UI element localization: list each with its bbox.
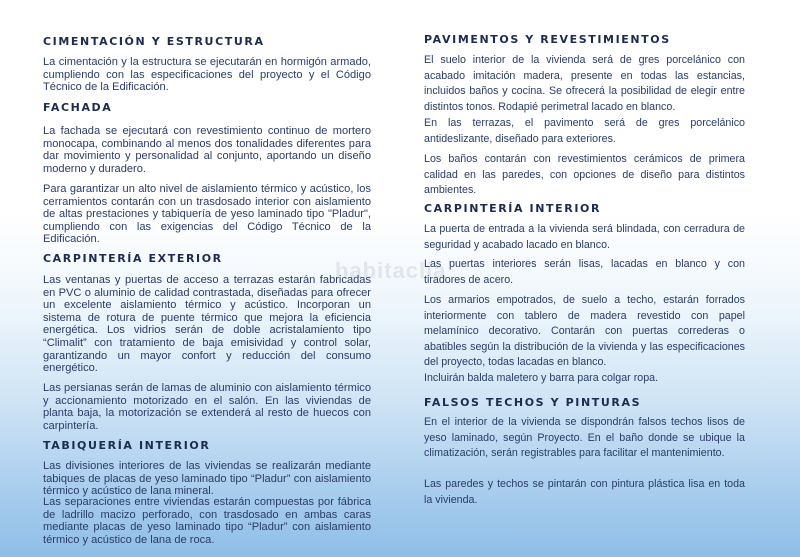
section-title-falsos-techos: FALSOS TECHOS Y PINTURAS <box>424 396 642 409</box>
paragraph-falsos-techos-1: En el interior de la vivienda se dispondrán falsos techos lisos de yeso laminado, según Proyecto. En el baño donde se ubique la climatización, serán registrables para facilitar el mantenimiento. <box>424 416 745 459</box>
section-title-carpinteria-exterior: CARPINTERÍA EXTERIOR <box>43 252 223 265</box>
paragraph-carpinteria-interior-4: Incluirán balda maletero y barra para colgar ropa. <box>424 372 659 384</box>
section-title-tabiqueria: TABIQUERÍA INTERIOR <box>43 439 211 452</box>
section-title-pavimentos: PAVIMENTOS Y REVESTIMIENTOS <box>424 33 671 46</box>
paragraph-carpinteria-exterior-1: Las ventanas y puertas de acceso a terrazas estarán fabricadas en PVC o aluminio de calidad contrastada, diseñadas para ofrecer un excelente aislamiento térmico y acústico. Incorporan un sistema de rotura de puente térmico que mejora la eficiencia energética. Los vidrios serán de doble acristalamiento tipo “Climalit” con tratamiento de baja emisividad y control solar, garantizando un mayor confort y reducción del consumo energético. <box>43 274 371 375</box>
paragraph-tabiqueria-1: Las divisiones interiores de las viviendas se realizarán mediante tabiques de placas de yeso laminado tipo “Pladur” con aislamiento térmico y acústico de lana mineral. <box>43 460 371 498</box>
paragraph-pavimentos-3: Los baños contarán con revestimientos cerámicos de primera calidad en las paredes, con opciones de diseño para distintos ambientes. <box>424 153 745 196</box>
paragraph-pavimentos-1: El suelo interior de la vivienda será de gres porcelánico con acabado imitación madera, presente en todas las estancias, incluidos baños y cocina. Se ofrecerá la posibilidad de elegir entre distintos tonos. Rodapié perimetral lacado en blanco. <box>424 54 745 113</box>
section-title-cimentacion: CIMENTACIÓN Y ESTRUCTURA <box>43 35 265 48</box>
paragraph-fachada-1: La fachada se ejecutará con revestimiento continuo de mortero monocapa, combinando al menos dos tonalidades diferentes para dar movimiento y personalidad al conjunto, aportando un diseño moderno y duradero. <box>43 125 371 175</box>
paragraph-carpinteria-interior-2: Las puertas interiores serán lisas, lacadas en blanco y con tiradores de acero. <box>424 258 745 286</box>
section-title-carpinteria-interior: CARPINTERÍA INTERIOR <box>424 202 602 215</box>
paragraph-tabiqueria-2: Las separaciones entre viviendas estarán compuestas por fábrica de ladrillo macizo perforado, con trasdosado en ambas caras mediante placas de yeso laminado tipo “Pladur” con aislamiento térmico y acústico de lana de roca. <box>43 496 371 546</box>
paragraph-falsos-techos-2: Las paredes y techos se pintarán con pintura plástica lisa en toda la vivienda. <box>424 478 745 506</box>
paragraph-cimentacion: La cimentación y la estructura se ejecutarán en hormigón armado, cumpliendo con las especificaciones del proyecto y el Código Técnico de la Edificación. <box>43 56 371 94</box>
watermark: habitaclia <box>335 258 447 283</box>
paragraph-pavimentos-2: En las terrazas, el pavimento será de gres porcelánico antideslizante, diseñado para exteriores. <box>424 117 745 145</box>
paragraph-carpinteria-interior-3: Los armarios empotrados, de suelo a techo, estarán forrados interiormente con tablero de madera revestido con papel melamínico decorativo. Contarán con puertas correderas o abatibles según la distribución de la vivienda y las especificaciones del proyecto, todas lacadas en blanco. <box>424 294 745 368</box>
paragraph-fachada-2: Para garantizar un alto nivel de aislamiento térmico y acústico, los cerramientos contarán con un trasdosado interior con aislamiento de altas prestaciones y tabiquería de yeso laminado tipo "Pladur", cumpliendo con las exigencias del Código Técnico de la Edificación. <box>43 183 371 246</box>
paragraph-carpinteria-exterior-2: Las persianas serán de lamas de aluminio con aislamiento térmico y accionamiento motorizado en el salón. En las viviendas de planta baja, la motorización se extenderá al resto de huecos con carpintería. <box>43 382 371 432</box>
section-title-fachada: FACHADA <box>43 101 113 114</box>
paragraph-carpinteria-interior-1: La puerta de entrada a la vivienda será blindada, con cerradura de seguridad y acabado lacado en blanco. <box>424 223 745 251</box>
